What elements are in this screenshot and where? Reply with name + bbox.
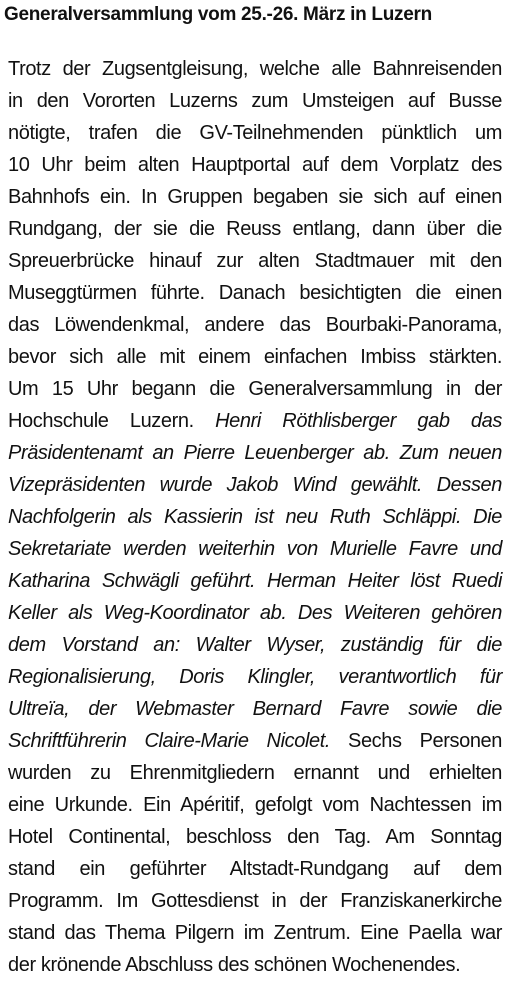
body-line	[8, 309, 502, 341]
body-line	[8, 437, 502, 469]
italic-text-segment: Keller als Weg-Koordinator ab. Des Weiteren gehören	[8, 602, 502, 624]
text-segment: Bahnhofs ein. In Gruppen begaben sie sich auf einen	[8, 186, 502, 208]
text-segment: in den Vororten Luzerns zum Umsteigen auf Busse	[8, 90, 502, 112]
body-line	[8, 725, 502, 757]
body-line	[8, 629, 502, 661]
body-line	[8, 469, 502, 501]
text-segment: Um 15 Uhr begann die Generalversammlung in der	[8, 378, 502, 400]
text-segment: Hochschule Luzern.	[8, 410, 216, 432]
body-line	[8, 245, 502, 277]
text-segment: Rundgang, der sie die Reuss entlang, dann über die	[8, 218, 502, 240]
italic-text-segment: Nachfolgerin als Kassierin ist neu Ruth Schläppi. Die	[8, 506, 502, 528]
body-line	[8, 693, 502, 725]
text-segment: Trotz der Zugsentgleisung, welche alle Bahnreisenden	[8, 58, 502, 80]
text-segment: das Löwendenkmal, andere das Bourbaki-Panorama,	[8, 314, 502, 336]
text-segment: stand das Thema Pilgern im Zentrum. Eine Paella war	[8, 922, 502, 944]
text-segment: der krönende Abschluss des schönen Wochenendes.	[8, 954, 461, 976]
body-line	[8, 373, 502, 405]
body-line	[8, 277, 502, 309]
text-segment: Hotel Continental, beschloss den Tag. Am Sonntag	[8, 826, 502, 848]
italic-text-segment: Ultreïa, der Webmaster Bernard Favre sowie die	[8, 698, 502, 720]
body-line	[8, 789, 502, 821]
italic-text-segment: Regionalisierung, Doris Klingler, verantwortlich für	[8, 666, 502, 688]
body-line	[8, 565, 502, 597]
body-line	[8, 917, 502, 949]
text-segment: wurden zu Ehrenmitgliedern ernannt und erhielten	[8, 762, 502, 784]
body-line	[8, 757, 502, 789]
text-segment: stand ein geführter Altstadt-Rundgang auf dem	[8, 858, 502, 880]
text-segment: Museggtürmen führte. Danach besichtigten die einen	[8, 282, 502, 304]
text-segment: Programm. Im Gottesdienst in der Franziskanerkirche	[8, 890, 502, 912]
article-title: Generalversammlung vom 25.-26. März in Luzern	[4, 4, 432, 25]
body-line	[8, 213, 502, 245]
text-segment: nötigte, trafen die GV-Teilnehmenden pünktlich um	[8, 122, 502, 144]
text-segment: Spreuerbrücke hinauf zur alten Stadtmauer mit den	[8, 250, 502, 272]
body-line	[8, 149, 502, 181]
body-line	[8, 501, 502, 533]
body-line	[8, 341, 502, 373]
body-line	[8, 117, 502, 149]
text-segment: eine Urkunde. Ein Apéritif, gefolgt vom Nachtessen im	[8, 794, 502, 816]
italic-text-segment: Präsidentenamt an Pierre Leuenberger ab. Zum neuen	[8, 442, 502, 464]
body-line	[8, 597, 502, 629]
body-line	[8, 533, 502, 565]
italic-text-segment: Henri Röthlisberger gab das	[215, 410, 502, 432]
body-line	[8, 821, 502, 853]
italic-text-segment: dem Vorstand an: Walter Wyser, zuständig für die	[8, 634, 502, 656]
italic-text-segment: Katharina Schwägli geführt. Herman Heiter löst Ruedi	[8, 570, 502, 592]
italic-text-segment: Schriftführerin Claire-Marie Nicolet.	[8, 730, 331, 752]
text-segment: 10 Uhr beim alten Hauptportal auf dem Vorplatz des	[8, 154, 502, 176]
text-segment: bevor sich alle mit einem einfachen Imbiss stärkten.	[8, 346, 502, 368]
body-line	[8, 949, 502, 981]
italic-text-segment: Sekretariate werden weiterhin von Murielle Favre und	[8, 538, 502, 560]
text-segment: Sechs Personen	[330, 730, 502, 752]
body-line	[8, 853, 502, 885]
italic-text-segment: Vizepräsidenten wurde Jakob Wind gewählt. Dessen	[8, 474, 502, 496]
body-line	[8, 661, 502, 693]
body-line	[8, 885, 502, 917]
body-line	[8, 85, 502, 117]
article-body	[8, 53, 502, 981]
body-line	[8, 53, 502, 85]
body-line	[8, 181, 502, 213]
body-line	[8, 405, 502, 437]
